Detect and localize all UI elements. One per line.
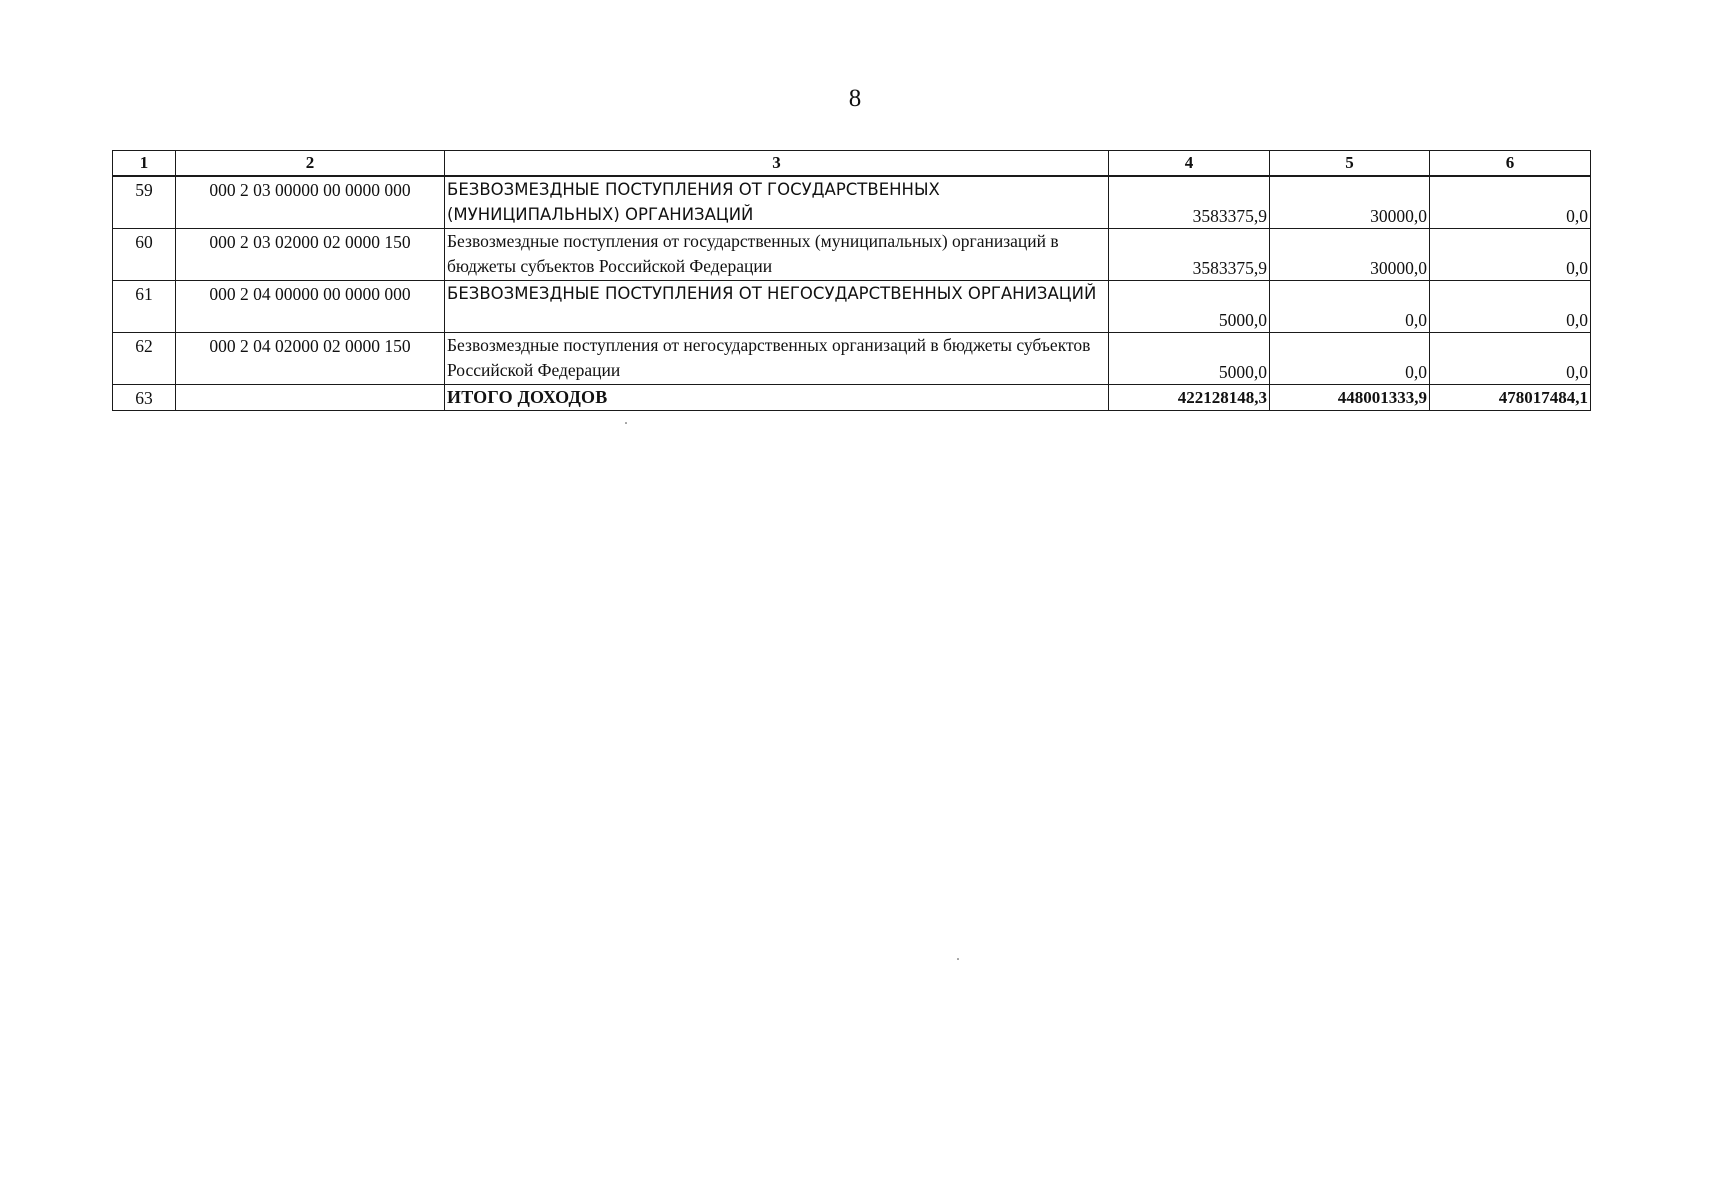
- row-number: 63: [113, 385, 176, 411]
- value-col-4: 3583375,9: [1109, 176, 1270, 229]
- value-col-4: 5000,0: [1109, 333, 1270, 385]
- header-col-3: 3: [445, 151, 1109, 177]
- header-col-6: 6: [1430, 151, 1591, 177]
- revenue-name: Безвозмездные поступления от негосударственных организаций в бюджеты субъектов Российской Федерации: [445, 333, 1109, 385]
- header-col-5: 5: [1270, 151, 1430, 177]
- header-row: [113, 151, 1591, 177]
- budget-code: [176, 385, 445, 411]
- total-row: [113, 385, 1591, 411]
- page-number: 8: [848, 85, 862, 112]
- table-row: [113, 333, 1591, 385]
- value-col-6: 0,0: [1430, 176, 1591, 229]
- total-col-6: 478017484,1: [1430, 385, 1591, 411]
- value-col-5: 30000,0: [1270, 229, 1430, 281]
- table-row: [113, 281, 1591, 333]
- revenue-name: БЕЗВОЗМЕЗДНЫЕ ПОСТУПЛЕНИЯ ОТ НЕГОСУДАРСТВЕННЫХ ОРГАНИЗАЦИЙ: [445, 281, 1109, 333]
- value-col-5: 30000,0: [1270, 176, 1430, 229]
- value-col-5: 0,0: [1270, 333, 1430, 385]
- budget-code: 000 2 04 00000 00 0000 000: [176, 281, 445, 333]
- table-header: [113, 151, 1591, 177]
- scan-speck: [625, 422, 627, 424]
- table-body: [113, 176, 1591, 411]
- header-col-1: 1: [113, 151, 176, 177]
- budget-code: 000 2 03 02000 02 0000 150: [176, 229, 445, 281]
- table-row: [113, 176, 1591, 229]
- value-col-6: 0,0: [1430, 229, 1591, 281]
- row-number: 61: [113, 281, 176, 333]
- value-col-5: 0,0: [1270, 281, 1430, 333]
- total-label: ИТОГО ДОХОДОВ: [445, 385, 1109, 411]
- scan-speck: [957, 958, 959, 960]
- value-col-6: 0,0: [1430, 333, 1591, 385]
- revenue-table: [112, 150, 1591, 411]
- table-row: [113, 229, 1591, 281]
- total-col-5: 448001333,9: [1270, 385, 1430, 411]
- value-col-6: 0,0: [1430, 281, 1591, 333]
- revenue-name: БЕЗВОЗМЕЗДНЫЕ ПОСТУПЛЕНИЯ ОТ ГОСУДАРСТВЕННЫХ (МУНИЦИПАЛЬНЫХ) ОРГАНИЗАЦИЙ: [445, 176, 1109, 229]
- row-number: 60: [113, 229, 176, 281]
- revenue-name: Безвозмездные поступления от государственных (муниципальных) организаций в бюджеты субъектов Российской Федерации: [445, 229, 1109, 281]
- header-col-2: 2: [176, 151, 445, 177]
- row-number: 62: [113, 333, 176, 385]
- budget-code: 000 2 03 00000 00 0000 000: [176, 176, 445, 229]
- value-col-4: 3583375,9: [1109, 229, 1270, 281]
- total-col-4: 422128148,3: [1109, 385, 1270, 411]
- value-col-4: 5000,0: [1109, 281, 1270, 333]
- row-number: 59: [113, 176, 176, 229]
- header-col-4: 4: [1109, 151, 1270, 177]
- budget-code: 000 2 04 02000 02 0000 150: [176, 333, 445, 385]
